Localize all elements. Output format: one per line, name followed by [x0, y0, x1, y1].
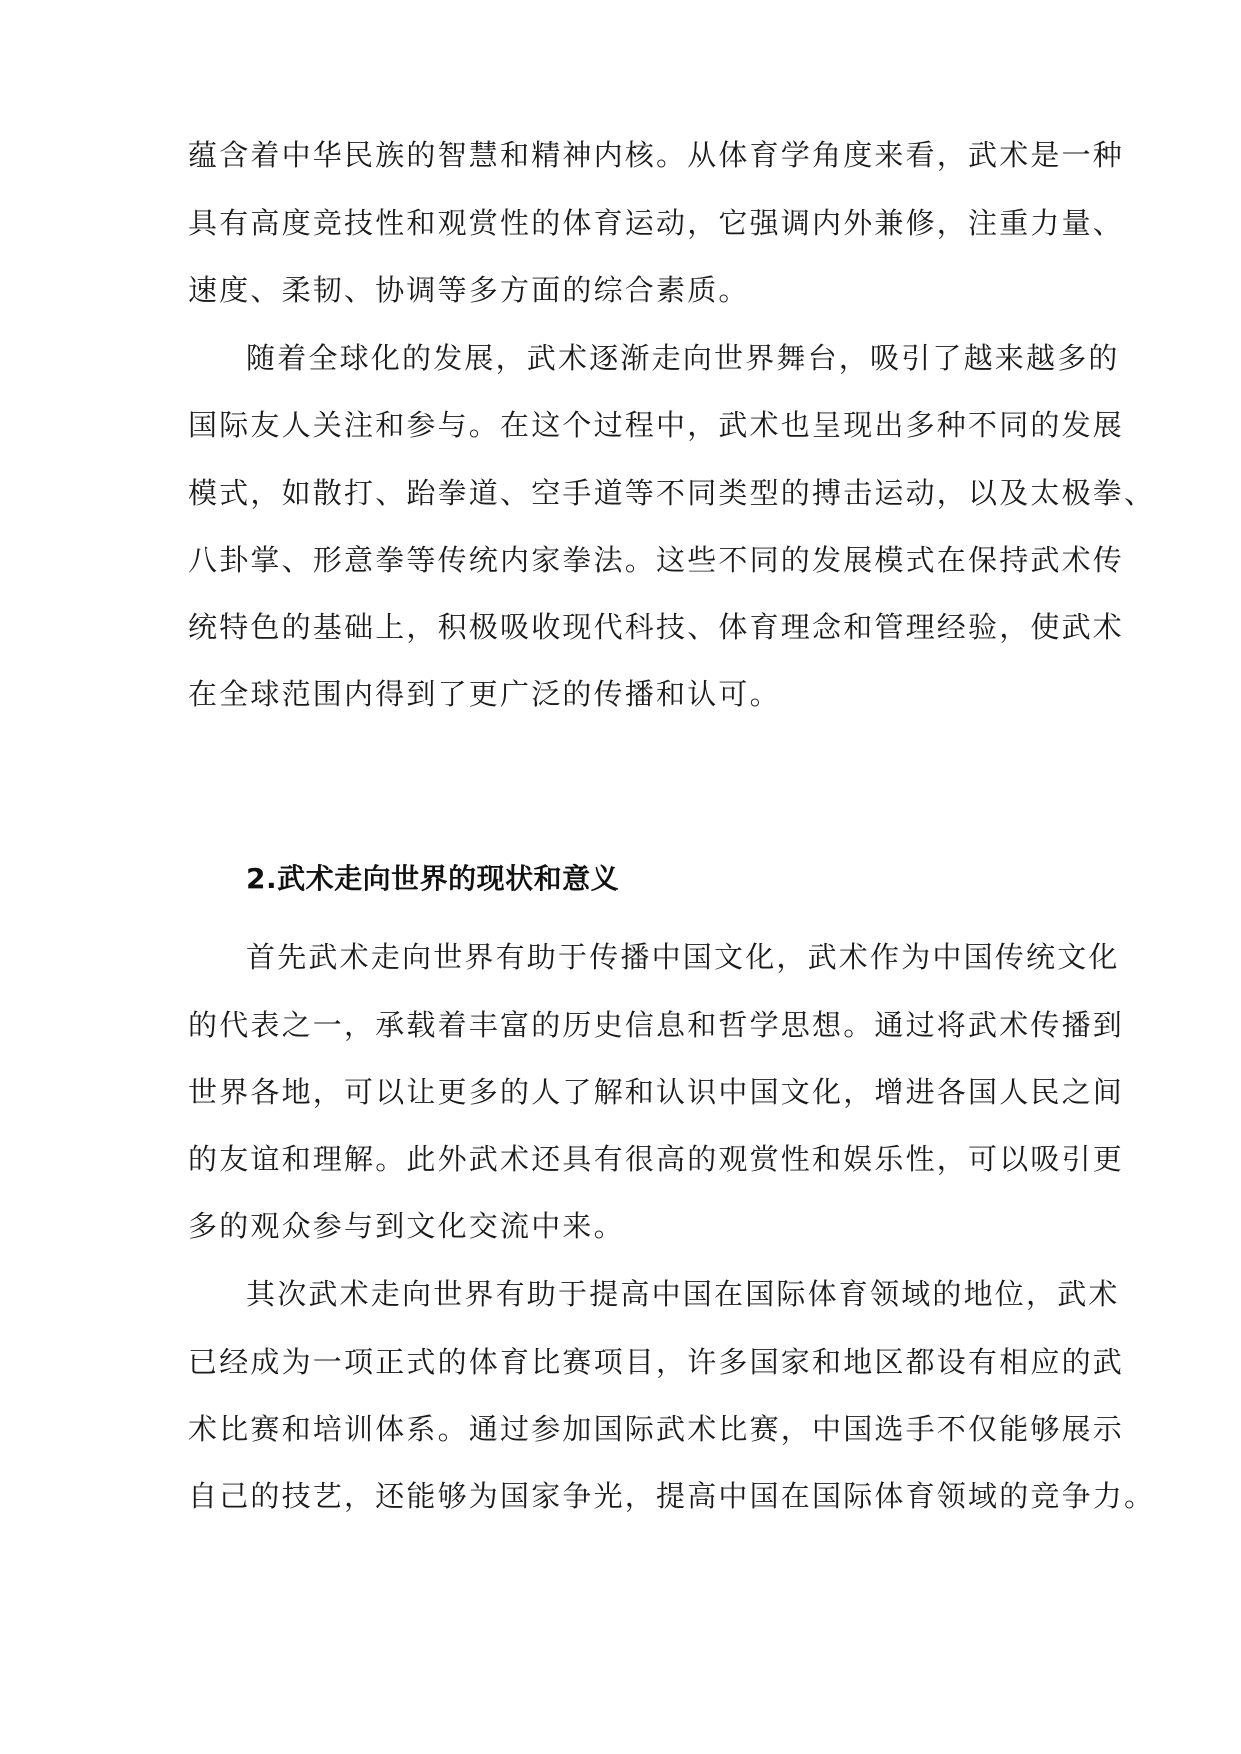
paragraph-line: 术比赛和培训体系。通过参加国际武术比赛，中国选手不仅能够展示	[188, 1412, 1125, 1446]
paragraph-line: 具有高度竞技性和观赏性的体育运动，它强调内外兼修，注重力量、	[188, 206, 1125, 240]
paragraph-line: 的代表之一，承载着丰富的历史信息和哲学思想。通过将武术传播到	[188, 1008, 1125, 1042]
paragraph-line: 统特色的基础上，积极吸收现代科技、体育理念和管理经验，使武术	[188, 610, 1125, 644]
paragraph-line: 首先武术走向世界有助于传播中国文化，武术作为中国传统文化	[246, 940, 1120, 974]
paragraph-line: 随着全球化的发展，武术逐渐走向世界舞台，吸引了越来越多的	[246, 341, 1120, 375]
paragraph-line: 已经成为一项正式的体育比赛项目，许多国家和地区都设有相应的武	[188, 1345, 1125, 1379]
paragraph-line: 在全球范围内得到了更广泛的传播和认可。	[188, 677, 781, 711]
paragraph-line: 自己的技艺，还能够为国家争光，提高中国在国际体育领域的竞争力。	[188, 1479, 1156, 1513]
paragraph-line: 蕴含着中华民族的智慧和精神内核。从体育学角度来看，武术是一种	[188, 138, 1125, 172]
paragraph-line: 八卦掌、形意拳等传统内家拳法。这些不同的发展模式在保持武术传	[188, 543, 1125, 577]
paragraph-line: 的友谊和理解。此外武术还具有很高的观赏性和娱乐性，可以吸引更	[188, 1142, 1125, 1176]
paragraph-line: 国际友人关注和参与。在这个过程中，武术也呈现出多种不同的发展	[188, 408, 1125, 442]
section-heading: 2.武术走向世界的现状和意义	[246, 862, 620, 895]
paragraph-line: 其次武术走向世界有助于提高中国在国际体育领域的地位，武术	[246, 1277, 1120, 1311]
paragraph-line: 模式，如散打、跆拳道、空手道等不同类型的搏击运动，以及太极拳、	[188, 476, 1156, 510]
paragraph-line: 速度、柔韧、协调等多方面的综合素质。	[188, 273, 750, 307]
paragraph-line: 多的观众参与到文化交流中来。	[188, 1209, 625, 1243]
paragraph-line: 世界各地，可以让更多的人了解和认识中国文化，增进各国人民之间	[188, 1075, 1125, 1109]
